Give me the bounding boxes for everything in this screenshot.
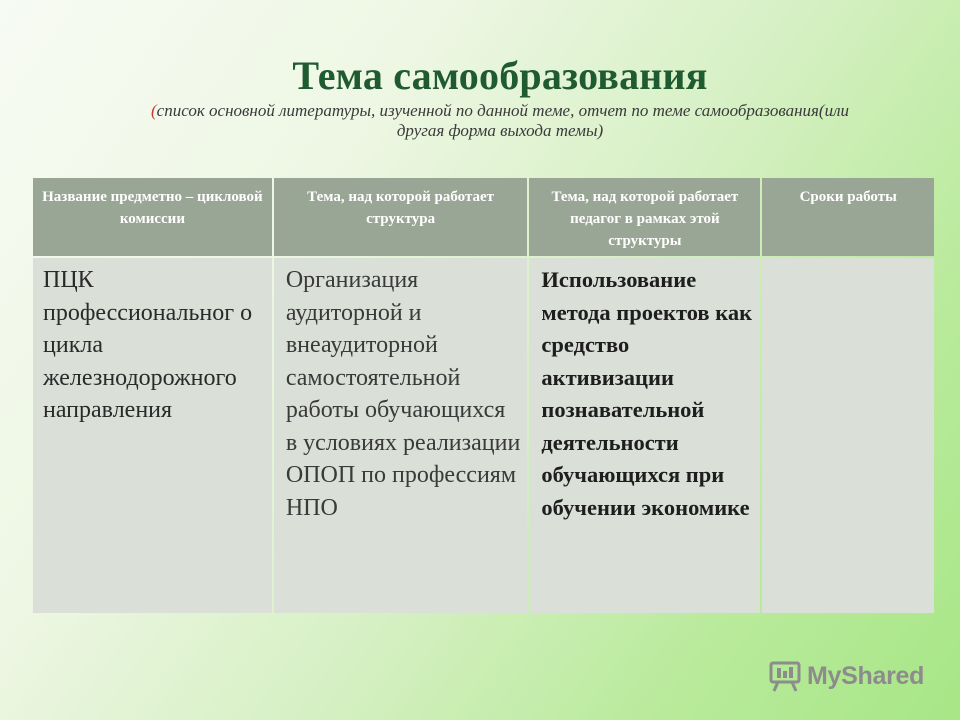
subtitle-open-paren: ( xyxy=(151,101,157,120)
watermark-text: MyShared xyxy=(807,661,925,690)
slide-title: Тема самообразования xyxy=(292,53,708,98)
cell-structure-topic: Организация аудиторной и внеаудиторной самостоятельной работы обучающихся в условиях реализации ОПОП по профессиям НПО xyxy=(274,258,528,613)
table-row xyxy=(33,258,934,613)
slide-subtitle xyxy=(140,101,860,141)
cell-commission: ПЦК профессиональног о цикла железнодорожного направления xyxy=(33,258,272,613)
header-terms: Сроки работы xyxy=(762,178,934,256)
self-education-table xyxy=(31,176,936,615)
subtitle-text: список основной литературы, изученной по данной теме, отчет по теме самообразования(или другая форма выхода темы) xyxy=(156,101,849,140)
cell-teacher-topic: Использование метода проектов как средство активизации познавательной деятельности обучающихся при обучении экономике xyxy=(529,258,760,613)
watermark xyxy=(768,658,924,694)
table-header-row xyxy=(33,178,934,256)
header-commission: Название предметно – цикловой комиссии xyxy=(33,178,272,256)
header-teacher-topic: Тема, над которой работает педагог в рамках этой структуры xyxy=(529,178,760,256)
cell-terms xyxy=(762,258,934,613)
header-structure-topic: Тема, над которой работает структура xyxy=(274,178,528,256)
presentation-board-icon xyxy=(768,659,802,693)
